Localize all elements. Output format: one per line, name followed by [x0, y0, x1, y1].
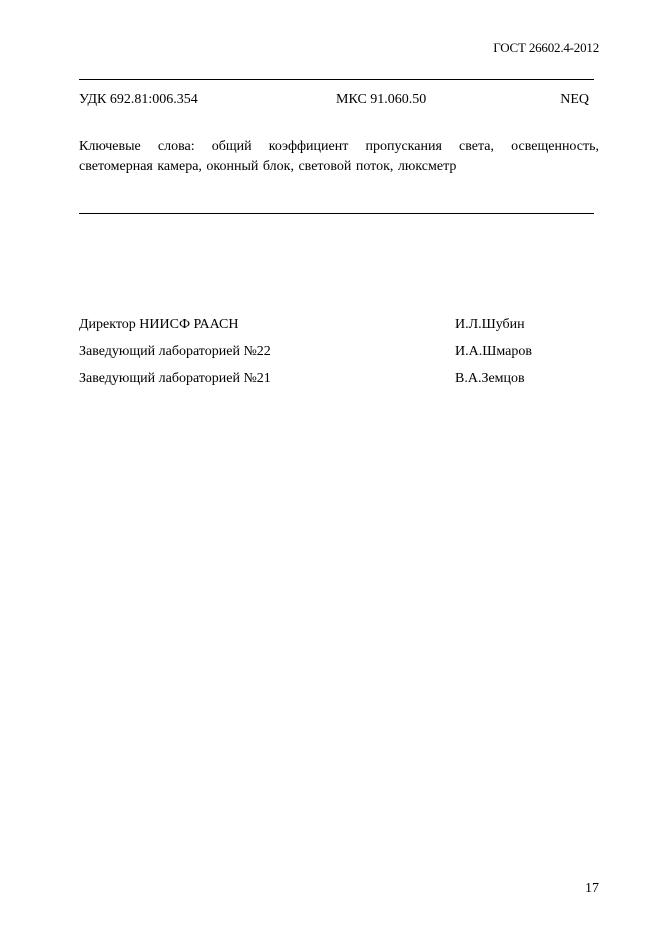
page-number: 17 — [585, 881, 599, 896]
signatures-block — [79, 314, 599, 395]
standard-code: ГОСТ 26602.4-2012 — [493, 40, 599, 55]
keywords-paragraph: Ключевые слова: общий коэффициент пропускания света, освещенность, светомерная камера, оконный блок, световой поток, люксметр — [79, 139, 599, 174]
signature-row — [79, 368, 599, 395]
signature-name: И.А.Шмаров — [455, 344, 532, 359]
signature-row — [79, 314, 599, 341]
signature-role: Заведующий лабораторией №21 — [79, 371, 271, 386]
udk-code: УДК 692.81:006.354 — [79, 92, 198, 107]
mks-code: МКС 91.060.50 — [336, 92, 427, 107]
signature-name: В.А.Земцов — [455, 371, 525, 386]
bottom-divider — [79, 213, 594, 214]
signature-role: Заведующий лабораторией №22 — [79, 344, 271, 359]
signature-name: И.Л.Шубин — [455, 317, 525, 332]
classification-codes — [79, 92, 594, 110]
signature-row — [79, 341, 599, 368]
top-divider — [79, 79, 594, 80]
neq-code: NEQ — [560, 92, 589, 107]
signature-role: Директор НИИСФ РААСН — [79, 317, 239, 332]
